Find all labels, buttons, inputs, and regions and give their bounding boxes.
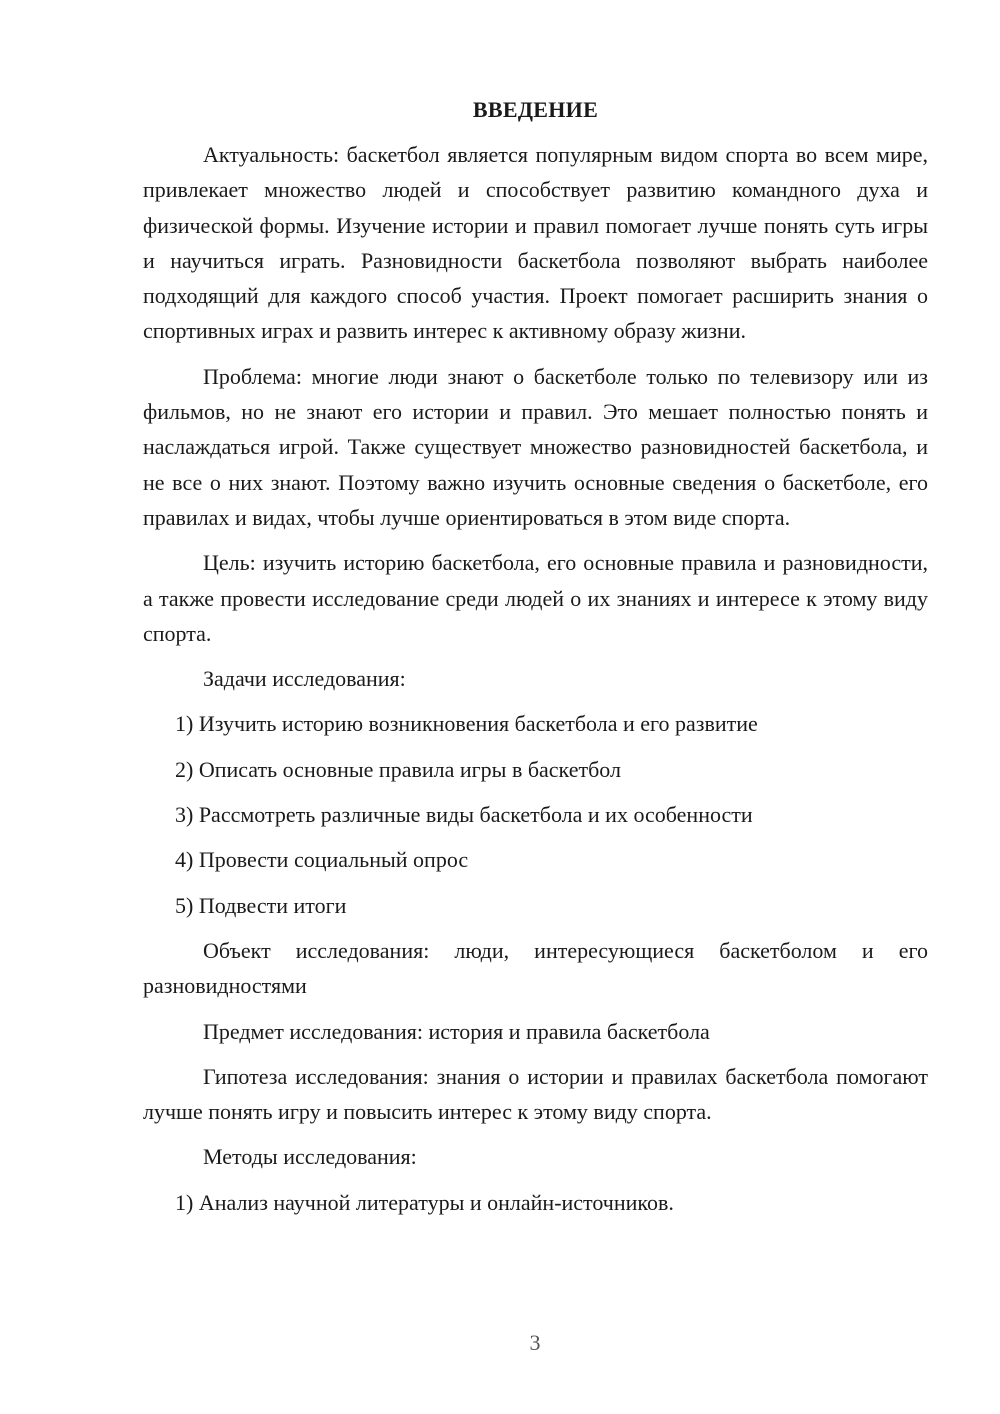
methods-heading: Методы исследования:	[203, 1144, 417, 1170]
hypothesis-paragraph: Гипотеза исследования: знания о истории и правилах баскетбола помогают лучше понять игру и повысить интерес к этому виду спорта.	[143, 1063, 928, 1125]
task-item: 2) Описать основные правила игры в баскетбол	[175, 756, 621, 782]
task-item: 4) Провести социальный опрос	[175, 847, 469, 873]
goal-paragraph: Цель: изучить историю баскетбола, его основные правила и разновидности, а также провести исследование среди людей о их знаниях и интересе к этому виду спорта.	[143, 550, 928, 646]
task-item: 5) Подвести итоги	[175, 892, 347, 918]
method-item: 1) Анализ научной литературы и онлайн-источников.	[175, 1189, 674, 1215]
tasks-heading: Задачи исследования:	[203, 666, 406, 692]
section-title: ВВЕДЕНИЕ	[472, 97, 599, 122]
page-number: 3	[529, 1330, 541, 1355]
object-paragraph: Объект исследования: люди, интересующиеся баскетболом и его разновидностями	[143, 937, 928, 999]
relevance-paragraph: Актуальность: баскетбол является популярным видом спорта во всем мире, привлекает множество людей и способствует развитию командного духа и физической формы. Изучение истории и правил помогает лучше понять суть игры и научиться играть. Разновидности баскетбола позволяют выбрать наиболее подходящий для каждого способ участия. Проект помогает расширить знания о спортивных играх и развить интерес к активному образу жизни.	[143, 142, 928, 344]
problem-paragraph: Проблема: многие люди знают о баскетболе только по телевизору или из фильмов, но не знают его истории и правил. Это мешает полностью понять и наслаждаться игрой. Также существует множество разновидностей баскетбола, и не все о них знают. Поэтому важно изучить основные сведения о баскетболе, его правилах и видах, чтобы лучше ориентироваться в этом виде спорта.	[143, 363, 928, 530]
task-item: 3) Рассмотреть различные виды баскетбола и их особенности	[175, 802, 753, 828]
document-page	[143, 95, 928, 1230]
task-item: 1) Изучить историю возникновения баскетбола и его развитие	[175, 711, 758, 737]
subject-paragraph: Предмет исследования: история и правила баскетбола	[203, 1018, 710, 1044]
